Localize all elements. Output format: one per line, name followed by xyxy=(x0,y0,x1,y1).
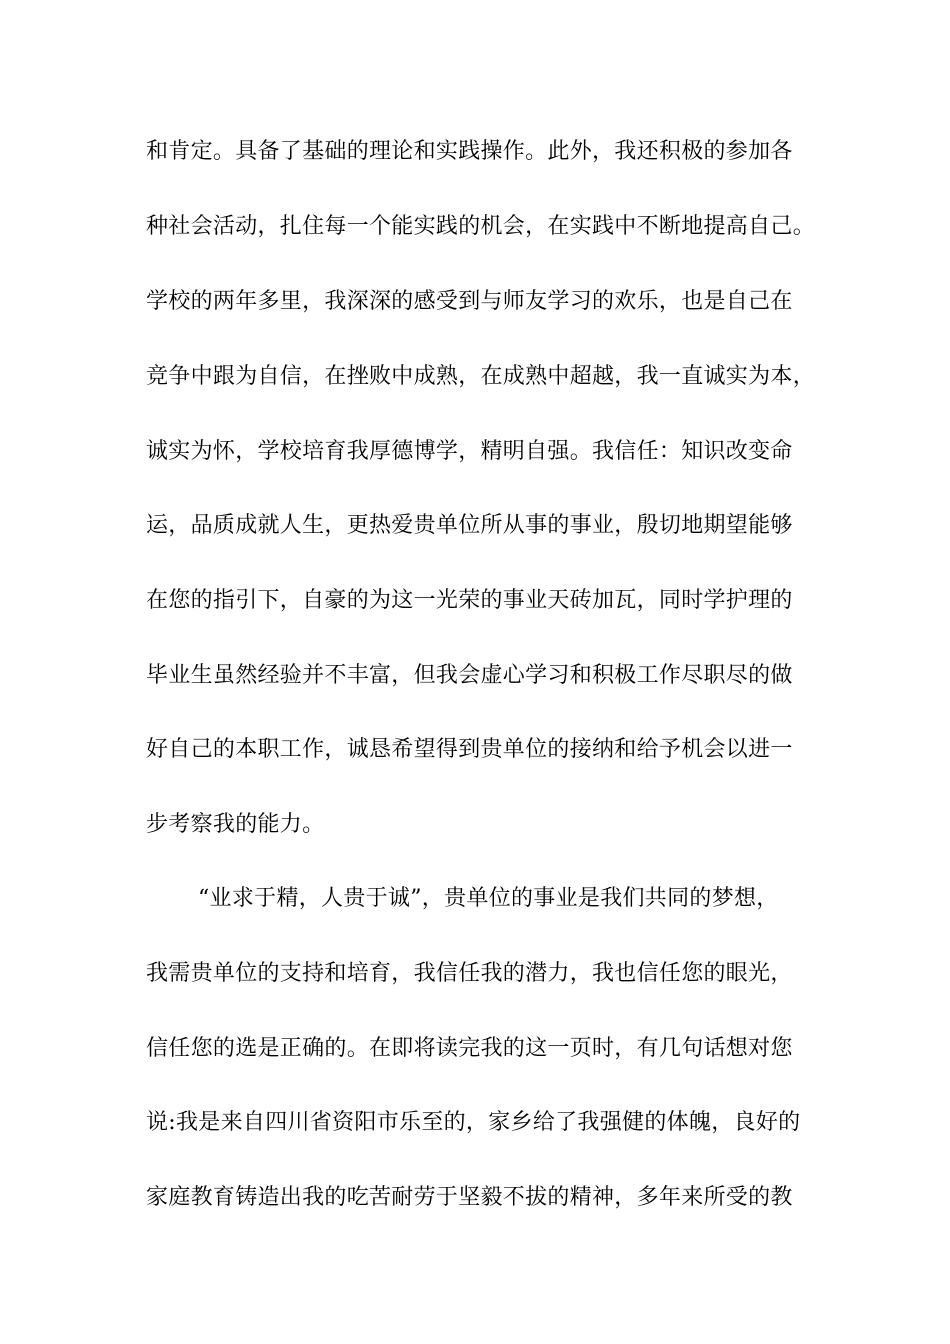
text-line: 竞争中跟为自信，在挫败中成熟，在成熟中超越，我一直诚实为本， xyxy=(146,364,816,389)
text-line: 毕业生虽然经验并不丰富，但我会虚心学习和积极工作尽职尽的做 xyxy=(146,663,793,688)
text-line: 在您的指引下，自豪的为这一光荣的事业天砖加瓦，同时学护理的 xyxy=(146,588,793,613)
text-line: 好自己的本职工作，诚恳希望得到贵单位的接纳和给予机会以进一 xyxy=(146,737,793,762)
text-line: 学校的两年多里，我深深的感受到与师友学习的欢乐，也是自己在 xyxy=(146,289,793,314)
text-line: 种社会活动，扎住每一个能实践的机会，在实践中不断地提高自己。 xyxy=(146,214,816,239)
text-line: 家庭教育铸造出我的吃苦耐劳于坚毅不拔的精神，多年来所受的教 xyxy=(146,1185,793,1210)
text-line: 运，品质成就人生，更热爱贵单位所从事的事业，殷切地期望能够 xyxy=(146,513,793,538)
text-line: 信任您的选是正确的。在即将读完我的这一页时，有几句话想对您 xyxy=(146,1036,793,1061)
text-line: 和肯定。具备了基础的理论和实践操作。此外，我还积极的参加各 xyxy=(146,139,793,164)
paragraph-first-line: “业求于精，人贵于诚”，贵单位的事业是我们共同的梦想， xyxy=(198,886,779,911)
text-line: 步考察我的能力。 xyxy=(146,812,325,837)
text-line: 说:我是来自四川省资阳市乐至的，家乡给了我强健的体魄，良好的 xyxy=(146,1110,801,1135)
text-line: 我需贵单位的支持和培育，我信任我的潜力，我也信任您的眼光， xyxy=(146,961,793,986)
text-line: 诚实为怀，学校培育我厚德博学，精明自强。我信任：知识改变命 xyxy=(146,439,793,464)
